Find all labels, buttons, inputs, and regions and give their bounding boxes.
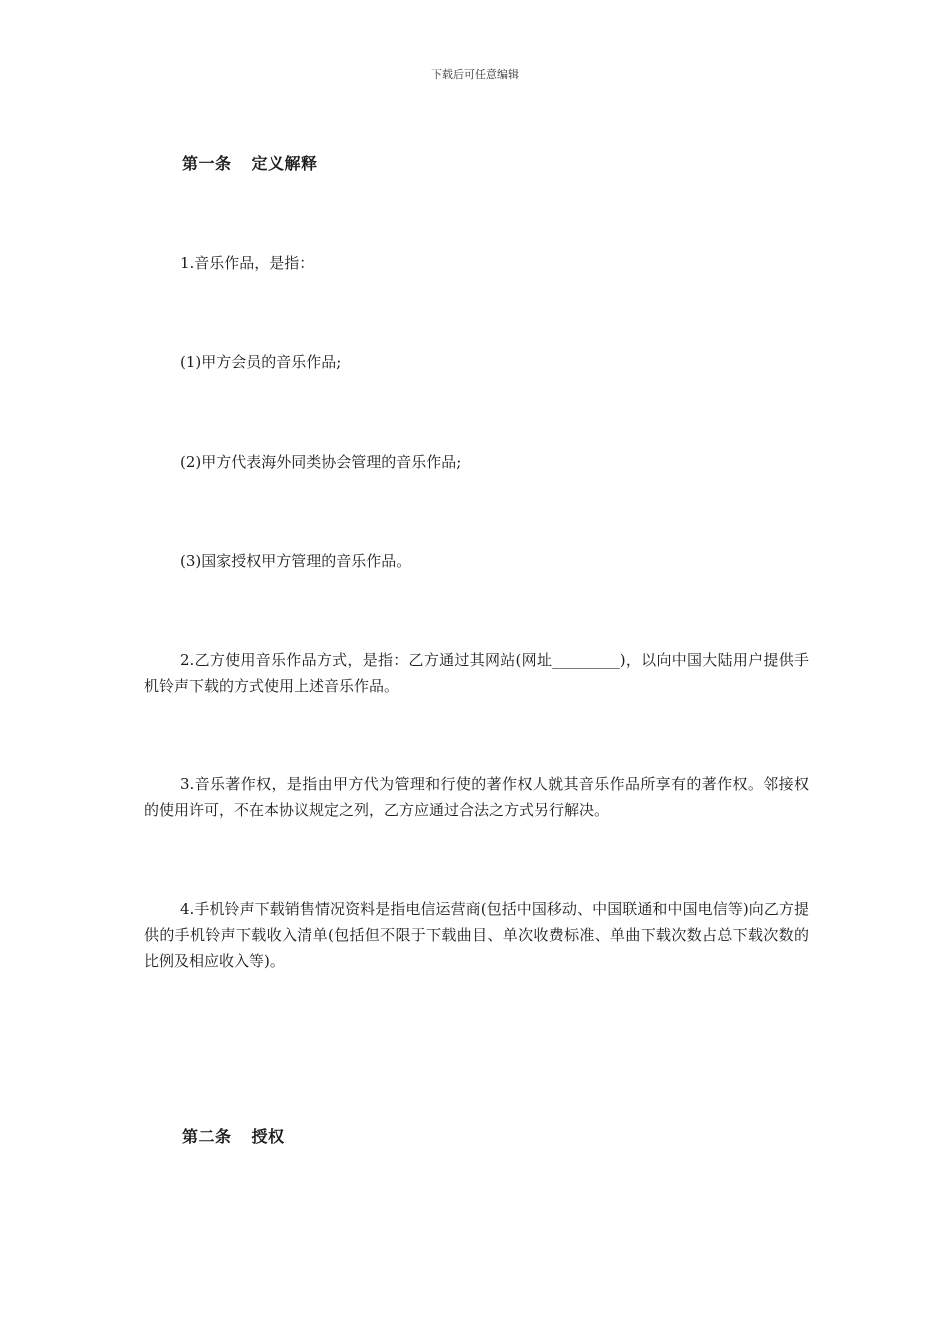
- item-1-intro: 1.音乐作品，是指：: [180, 254, 315, 272]
- item-3-paragraph: 3.音乐著作权，是指由甲方代为管理和行使的著作权人就其音乐作品所享有的著作权。邻接权的使用许可，不在本协议规定之列，乙方应通过合法之方式另行解决。: [144, 775, 809, 819]
- sub-item-2: (2)甲方代表海外同类协会管理的音乐作品;: [180, 453, 462, 471]
- item-2-paragraph: 2.乙方使用音乐作品方式，是指：乙方通过其网站(网址_________)，以向中国大陆用户提供手机铃声下载的方式使用上述音乐作品。: [144, 651, 809, 695]
- article-2-title: 授权: [251, 1127, 285, 1146]
- article-2-heading: [182, 1124, 285, 1147]
- sub-item-1: (1)甲方会员的音乐作品;: [180, 353, 342, 371]
- article-2-number: 第二条: [182, 1127, 232, 1146]
- item-4-paragraph: 4.手机铃声下载销售情况资料是指电信运营商(包括中国移动、中国联通和中国电信等)向乙方提供的手机铃声下载收入清单(包括但不限于下载曲目、单次收费标准、单曲下载次数占总下载次数的比例及相应收入等)。: [144, 900, 809, 970]
- sub-item-3: (3)国家授权甲方管理的音乐作品。: [180, 552, 412, 570]
- page-header-note: 下载后可任意编辑: [431, 68, 519, 81]
- article-1-number: 第一条: [182, 154, 232, 173]
- article-1-heading: [182, 151, 318, 174]
- article-1-title: 定义解释: [251, 154, 318, 173]
